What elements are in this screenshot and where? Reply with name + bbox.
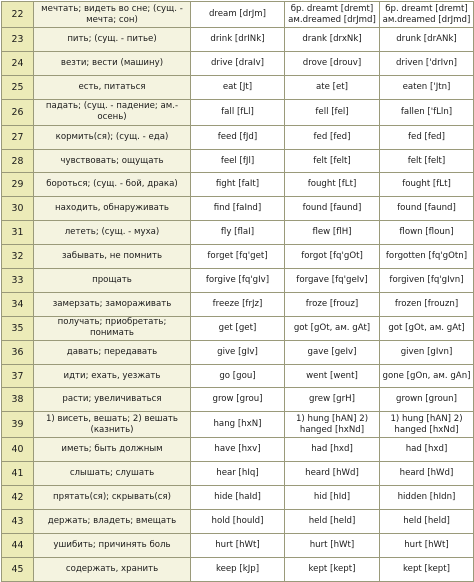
infinitive-cell: fight [faIt] bbox=[191, 173, 285, 197]
row-number-cell: 25 bbox=[2, 75, 34, 99]
russian-translation-cell: лететь; (сущ. - муха) bbox=[34, 221, 191, 245]
row-number-cell: 43 bbox=[2, 510, 34, 534]
row-number-cell: 31 bbox=[2, 221, 34, 245]
infinitive-cell: have [hxv] bbox=[191, 438, 285, 462]
infinitive-cell: forgive [fq'gIv] bbox=[191, 269, 285, 293]
russian-translation-cell: мечтать; видеть во сне; (сущ. - мечта; сон) bbox=[34, 2, 191, 28]
russian-translation-cell: слышать; слушать bbox=[34, 462, 191, 486]
past-participle-cell: frozen [frouzn] bbox=[380, 292, 474, 316]
table-row bbox=[2, 486, 474, 510]
row-number-cell: 34 bbox=[2, 292, 34, 316]
table-row bbox=[2, 388, 474, 412]
row-number-cell: 44 bbox=[2, 533, 34, 557]
past-simple-cell: fell [fel] bbox=[285, 99, 380, 125]
past-participle-cell: got [gOt, ам. gAt] bbox=[380, 316, 474, 340]
past-simple-cell: fed [fed] bbox=[285, 125, 380, 149]
russian-translation-cell: содержать, хранить bbox=[34, 557, 191, 581]
past-participle-cell: held [held] bbox=[380, 510, 474, 534]
row-number-cell: 41 bbox=[2, 462, 34, 486]
past-simple-cell: had [hxd] bbox=[285, 438, 380, 462]
past-participle-cell: forgiven [fq'gIvn] bbox=[380, 269, 474, 293]
table-row bbox=[2, 197, 474, 221]
infinitive-cell: drive [draIv] bbox=[191, 51, 285, 75]
row-number-cell: 37 bbox=[2, 364, 34, 388]
infinitive-cell: keep [kJp] bbox=[191, 557, 285, 581]
russian-translation-cell: есть, питаться bbox=[34, 75, 191, 99]
table-row bbox=[2, 412, 474, 438]
past-participle-cell: drunk [drANk] bbox=[380, 28, 474, 52]
table-row bbox=[2, 269, 474, 293]
row-number-cell: 35 bbox=[2, 316, 34, 340]
row-number-cell: 38 bbox=[2, 388, 34, 412]
past-simple-cell: froze [frouz] bbox=[285, 292, 380, 316]
past-simple-cell: forgot [fq'gOt] bbox=[285, 245, 380, 269]
past-simple-cell: drove [drouv] bbox=[285, 51, 380, 75]
past-participle-cell: forgotten [fq'gOtn] bbox=[380, 245, 474, 269]
row-number-cell: 24 bbox=[2, 51, 34, 75]
past-simple-cell: gave [geIv] bbox=[285, 340, 380, 364]
table-row bbox=[2, 340, 474, 364]
infinitive-cell: fly [flaI] bbox=[191, 221, 285, 245]
table-row bbox=[2, 51, 474, 75]
verbs-table-container bbox=[1, 1, 473, 582]
past-simple-cell: flew [flH] bbox=[285, 221, 380, 245]
russian-translation-cell: иметь; быть должным bbox=[34, 438, 191, 462]
past-participle-cell: fallen ['fLln] bbox=[380, 99, 474, 125]
infinitive-cell: eat [Jt] bbox=[191, 75, 285, 99]
russian-translation-cell: получать; приобретать; понимать bbox=[34, 316, 191, 340]
past-participle-cell: flown [floun] bbox=[380, 221, 474, 245]
infinitive-cell: drink [drINk] bbox=[191, 28, 285, 52]
past-participle-cell: driven ['drIvn] bbox=[380, 51, 474, 75]
infinitive-cell: hide [haId] bbox=[191, 486, 285, 510]
russian-translation-cell: идти; ехать, уезжать bbox=[34, 364, 191, 388]
infinitive-cell: hold [hould] bbox=[191, 510, 285, 534]
russian-translation-cell: находить, обнаруживать bbox=[34, 197, 191, 221]
row-number-cell: 23 bbox=[2, 28, 34, 52]
past-participle-cell: hidden [hIdn] bbox=[380, 486, 474, 510]
past-simple-cell: kept [kept] bbox=[285, 557, 380, 581]
russian-translation-cell: прощать bbox=[34, 269, 191, 293]
past-participle-cell: felt [felt] bbox=[380, 149, 474, 173]
past-participle-cell: fed [fed] bbox=[380, 125, 474, 149]
russian-translation-cell: пить; (сущ. - питье) bbox=[34, 28, 191, 52]
infinitive-cell: give [gIv] bbox=[191, 340, 285, 364]
russian-translation-cell: расти; увеличиваться bbox=[34, 388, 191, 412]
row-number-cell: 33 bbox=[2, 269, 34, 293]
row-number-cell: 29 bbox=[2, 173, 34, 197]
past-simple-cell: hurt [hWt] bbox=[285, 533, 380, 557]
infinitive-cell: feed [fJd] bbox=[191, 125, 285, 149]
table-row bbox=[2, 316, 474, 340]
row-number-cell: 32 bbox=[2, 245, 34, 269]
russian-translation-cell: кормить(ся); (сущ. - еда) bbox=[34, 125, 191, 149]
past-simple-cell: forgave [fq'geIv] bbox=[285, 269, 380, 293]
past-simple-cell: ate [et] bbox=[285, 75, 380, 99]
past-participle-cell: heard [hWd] bbox=[380, 462, 474, 486]
infinitive-cell: hurt [hWt] bbox=[191, 533, 285, 557]
row-number-cell: 42 bbox=[2, 486, 34, 510]
past-simple-cell: held [held] bbox=[285, 510, 380, 534]
row-number-cell: 26 bbox=[2, 99, 34, 125]
past-participle-cell: gone [gOn, ам. gAn] bbox=[380, 364, 474, 388]
infinitive-cell: dream [drJm] bbox=[191, 2, 285, 28]
past-simple-cell: 1) hung [hAN] 2) hanged [hxNd] bbox=[285, 412, 380, 438]
past-simple-cell: fought [fLt] bbox=[285, 173, 380, 197]
row-number-cell: 39 bbox=[2, 412, 34, 438]
table-row bbox=[2, 462, 474, 486]
irregular-verbs-table bbox=[1, 1, 474, 582]
infinitive-cell: hear [hIq] bbox=[191, 462, 285, 486]
table-row bbox=[2, 221, 474, 245]
table-row bbox=[2, 364, 474, 388]
past-simple-cell: heard [hWd] bbox=[285, 462, 380, 486]
table-body bbox=[2, 2, 474, 582]
table-row bbox=[2, 2, 474, 28]
table-row bbox=[2, 510, 474, 534]
infinitive-cell: forget [fq'get] bbox=[191, 245, 285, 269]
russian-translation-cell: прятать(ся); скрывать(ся) bbox=[34, 486, 191, 510]
past-participle-cell: eaten ['Jtn] bbox=[380, 75, 474, 99]
table-row bbox=[2, 245, 474, 269]
past-participle-cell: kept [kept] bbox=[380, 557, 474, 581]
past-simple-cell: drank [drxNk] bbox=[285, 28, 380, 52]
table-row bbox=[2, 28, 474, 52]
past-participle-cell: found [faund] bbox=[380, 197, 474, 221]
table-row bbox=[2, 125, 474, 149]
past-participle-cell: given [gIvn] bbox=[380, 340, 474, 364]
infinitive-cell: grow [grou] bbox=[191, 388, 285, 412]
russian-translation-cell: 1) висеть, вешать; 2) вешать (казнить) bbox=[34, 412, 191, 438]
infinitive-cell: feel [fJl] bbox=[191, 149, 285, 173]
past-simple-cell: hid [hId] bbox=[285, 486, 380, 510]
russian-translation-cell: бороться; (сущ. - бой, драка) bbox=[34, 173, 191, 197]
russian-translation-cell: замерзать; замораживать bbox=[34, 292, 191, 316]
row-number-cell: 40 bbox=[2, 438, 34, 462]
russian-translation-cell: держать; владеть; вмещать bbox=[34, 510, 191, 534]
row-number-cell: 22 bbox=[2, 2, 34, 28]
past-participle-cell: hurt [hWt] bbox=[380, 533, 474, 557]
russian-translation-cell: давать; передавать bbox=[34, 340, 191, 364]
past-simple-cell: got [gOt, ам. gAt] bbox=[285, 316, 380, 340]
infinitive-cell: freeze [frJz] bbox=[191, 292, 285, 316]
russian-translation-cell: чувствовать; ощущать bbox=[34, 149, 191, 173]
row-number-cell: 30 bbox=[2, 197, 34, 221]
past-participle-cell: grown [groun] bbox=[380, 388, 474, 412]
past-simple-cell: found [faund] bbox=[285, 197, 380, 221]
past-participle-cell: бр. dreamt [dremt] ам.dreamed [drJmd] bbox=[380, 2, 474, 28]
row-number-cell: 45 bbox=[2, 557, 34, 581]
past-simple-cell: went [went] bbox=[285, 364, 380, 388]
infinitive-cell: find [faInd] bbox=[191, 197, 285, 221]
russian-translation-cell: ушибить; причинять боль bbox=[34, 533, 191, 557]
infinitive-cell: fall [fLl] bbox=[191, 99, 285, 125]
russian-translation-cell: везти; вести (машину) bbox=[34, 51, 191, 75]
table-row bbox=[2, 533, 474, 557]
table-row bbox=[2, 438, 474, 462]
past-simple-cell: бр. dreamt [dremt] ам.dreamed [drJmd] bbox=[285, 2, 380, 28]
infinitive-cell: go [gou] bbox=[191, 364, 285, 388]
table-row bbox=[2, 75, 474, 99]
russian-translation-cell: забывать, не помнить bbox=[34, 245, 191, 269]
past-simple-cell: felt [felt] bbox=[285, 149, 380, 173]
table-row bbox=[2, 99, 474, 125]
russian-translation-cell: падать; (сущ. - падение; ам.- осень) bbox=[34, 99, 191, 125]
infinitive-cell: get [get] bbox=[191, 316, 285, 340]
past-participle-cell: had [hxd] bbox=[380, 438, 474, 462]
past-participle-cell: 1) hung [hAN] 2) hanged [hxNd] bbox=[380, 412, 474, 438]
table-row bbox=[2, 292, 474, 316]
past-simple-cell: grew [grH] bbox=[285, 388, 380, 412]
row-number-cell: 36 bbox=[2, 340, 34, 364]
row-number-cell: 27 bbox=[2, 125, 34, 149]
row-number-cell: 28 bbox=[2, 149, 34, 173]
infinitive-cell: hang [hxN] bbox=[191, 412, 285, 438]
table-row bbox=[2, 149, 474, 173]
table-row bbox=[2, 173, 474, 197]
past-participle-cell: fought [fLt] bbox=[380, 173, 474, 197]
table-row bbox=[2, 557, 474, 581]
